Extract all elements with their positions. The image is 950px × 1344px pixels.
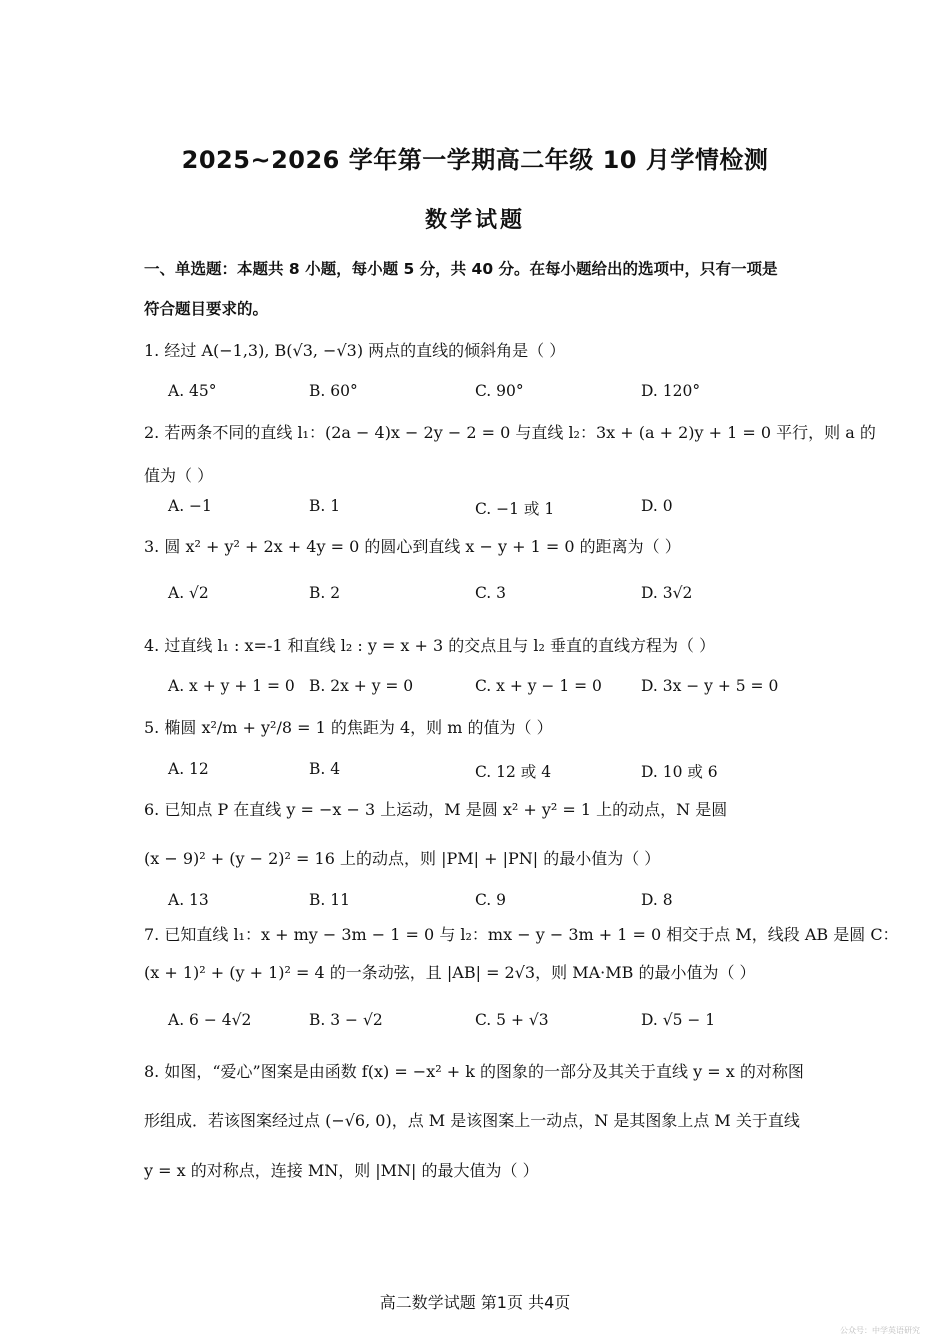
- option-c: C. 12 或 4: [475, 763, 552, 781]
- question-8-cont2: y = x 的对称点，连接 MN，则 |MN| 的最大值为（ ）: [144, 1161, 539, 1180]
- page-footer: 高二数学试题 第1页 共4页: [379, 1293, 571, 1312]
- question-8-cont: 形组成．若该图案经过点 (−√6, 0)，点 M 是该图案上一动点，N 是其图象上点 M 关于直线: [144, 1111, 800, 1130]
- option-a: A. −1: [168, 497, 212, 515]
- exam-title: 2025~2026 学年第一学期高二年级 10 月学情检测: [181, 146, 769, 174]
- option-d: D. 0: [641, 497, 673, 515]
- option-a: A. 45°: [168, 382, 217, 400]
- option-b: B. 2x + y = 0: [309, 677, 414, 695]
- option-a: A. 12: [168, 760, 209, 778]
- option-d: D. 3√2: [641, 584, 693, 602]
- question-3: 3. 圆 x² + y² + 2x + 4y = 0 的圆心到直线 x − y + 1 = 0 的距离为（ ）: [144, 537, 681, 556]
- option-b: B. 11: [309, 891, 350, 909]
- option-b: B. 60°: [309, 382, 358, 400]
- section-heading-line2: 符合题目要求的。: [144, 300, 269, 318]
- option-c: C. 5 + √3: [475, 1011, 549, 1029]
- option-c: C. 90°: [475, 382, 524, 400]
- question-5: 5. 椭圆 x²/m + y²/8 = 1 的焦距为 4，则 m 的值为（ ）: [144, 718, 553, 737]
- question-2-cont: 值为（ ）: [144, 466, 214, 485]
- option-c: C. 9: [475, 891, 507, 909]
- question-6: 6. 已知点 P 在直线 y = −x − 3 上运动，M 是圆 x² + y² = 1 上的动点，N 是圆: [144, 800, 728, 819]
- section-heading-line1: 一、单选题：本题共 8 小题，每小题 5 分，共 40 分。在每小题给出的选项中，只有一项是: [144, 260, 778, 278]
- option-a: A. 6 − 4√2: [168, 1011, 252, 1029]
- question-8: 8. 如图，“爱心”图案是由函数 f(x) = −x² + k 的图象的一部分及其关于直线 y = x 的对称图: [144, 1062, 804, 1081]
- option-a: A. √2: [168, 584, 209, 602]
- option-a: A. x + y + 1 = 0: [168, 677, 295, 695]
- question-7-cont: (x + 1)² + (y + 1)² = 4 的一条动弦，且 |AB| = 2√3，则 MA·MB 的最小值为（ ）: [144, 963, 756, 982]
- watermark: 公众号：中学英语研究: [840, 1326, 920, 1335]
- question-6-cont: (x − 9)² + (y − 2)² = 16 上的动点，则 |PM| + |PN| 的最小值为（ ）: [144, 849, 661, 868]
- option-d: D. 8: [641, 891, 673, 909]
- option-d: D. √5 − 1: [641, 1011, 716, 1029]
- option-b: B. 3 − √2: [309, 1011, 383, 1029]
- option-d: D. 3x − y + 5 = 0: [641, 677, 779, 695]
- option-c: C. 3: [475, 584, 507, 602]
- exam-subtitle: 数学试题: [424, 208, 525, 233]
- question-1: 1. 经过 A(−1,3), B(√3, −√3) 两点的直线的倾斜角是（ ）: [144, 341, 566, 360]
- option-c: C. −1 或 1: [475, 500, 555, 518]
- option-b: B. 2: [309, 584, 341, 602]
- option-c: C. x + y − 1 = 0: [475, 677, 602, 695]
- option-d: D. 10 或 6: [641, 763, 718, 781]
- question-7: 7. 已知直线 l₁：x + my − 3m − 1 = 0 与 l₂：mx − y − 3m + 1 = 0 相交于点 M，线段 AB 是圆 C：: [144, 925, 899, 944]
- option-b: B. 1: [309, 497, 341, 515]
- option-a: A. 13: [168, 891, 209, 909]
- option-d: D. 120°: [641, 382, 701, 400]
- option-b: B. 4: [309, 760, 341, 778]
- question-2: 2. 若两条不同的直线 l₁：(2a − 4)x − 2y − 2 = 0 与直线 l₂：3x + (a + 2)y + 1 = 0 平行，则 a 的: [144, 423, 876, 442]
- question-4: 4. 过直线 l₁ : x=-1 和直线 l₂ : y = x + 3 的交点且与 l₂ 垂直的直线方程为（ ）: [144, 636, 716, 655]
